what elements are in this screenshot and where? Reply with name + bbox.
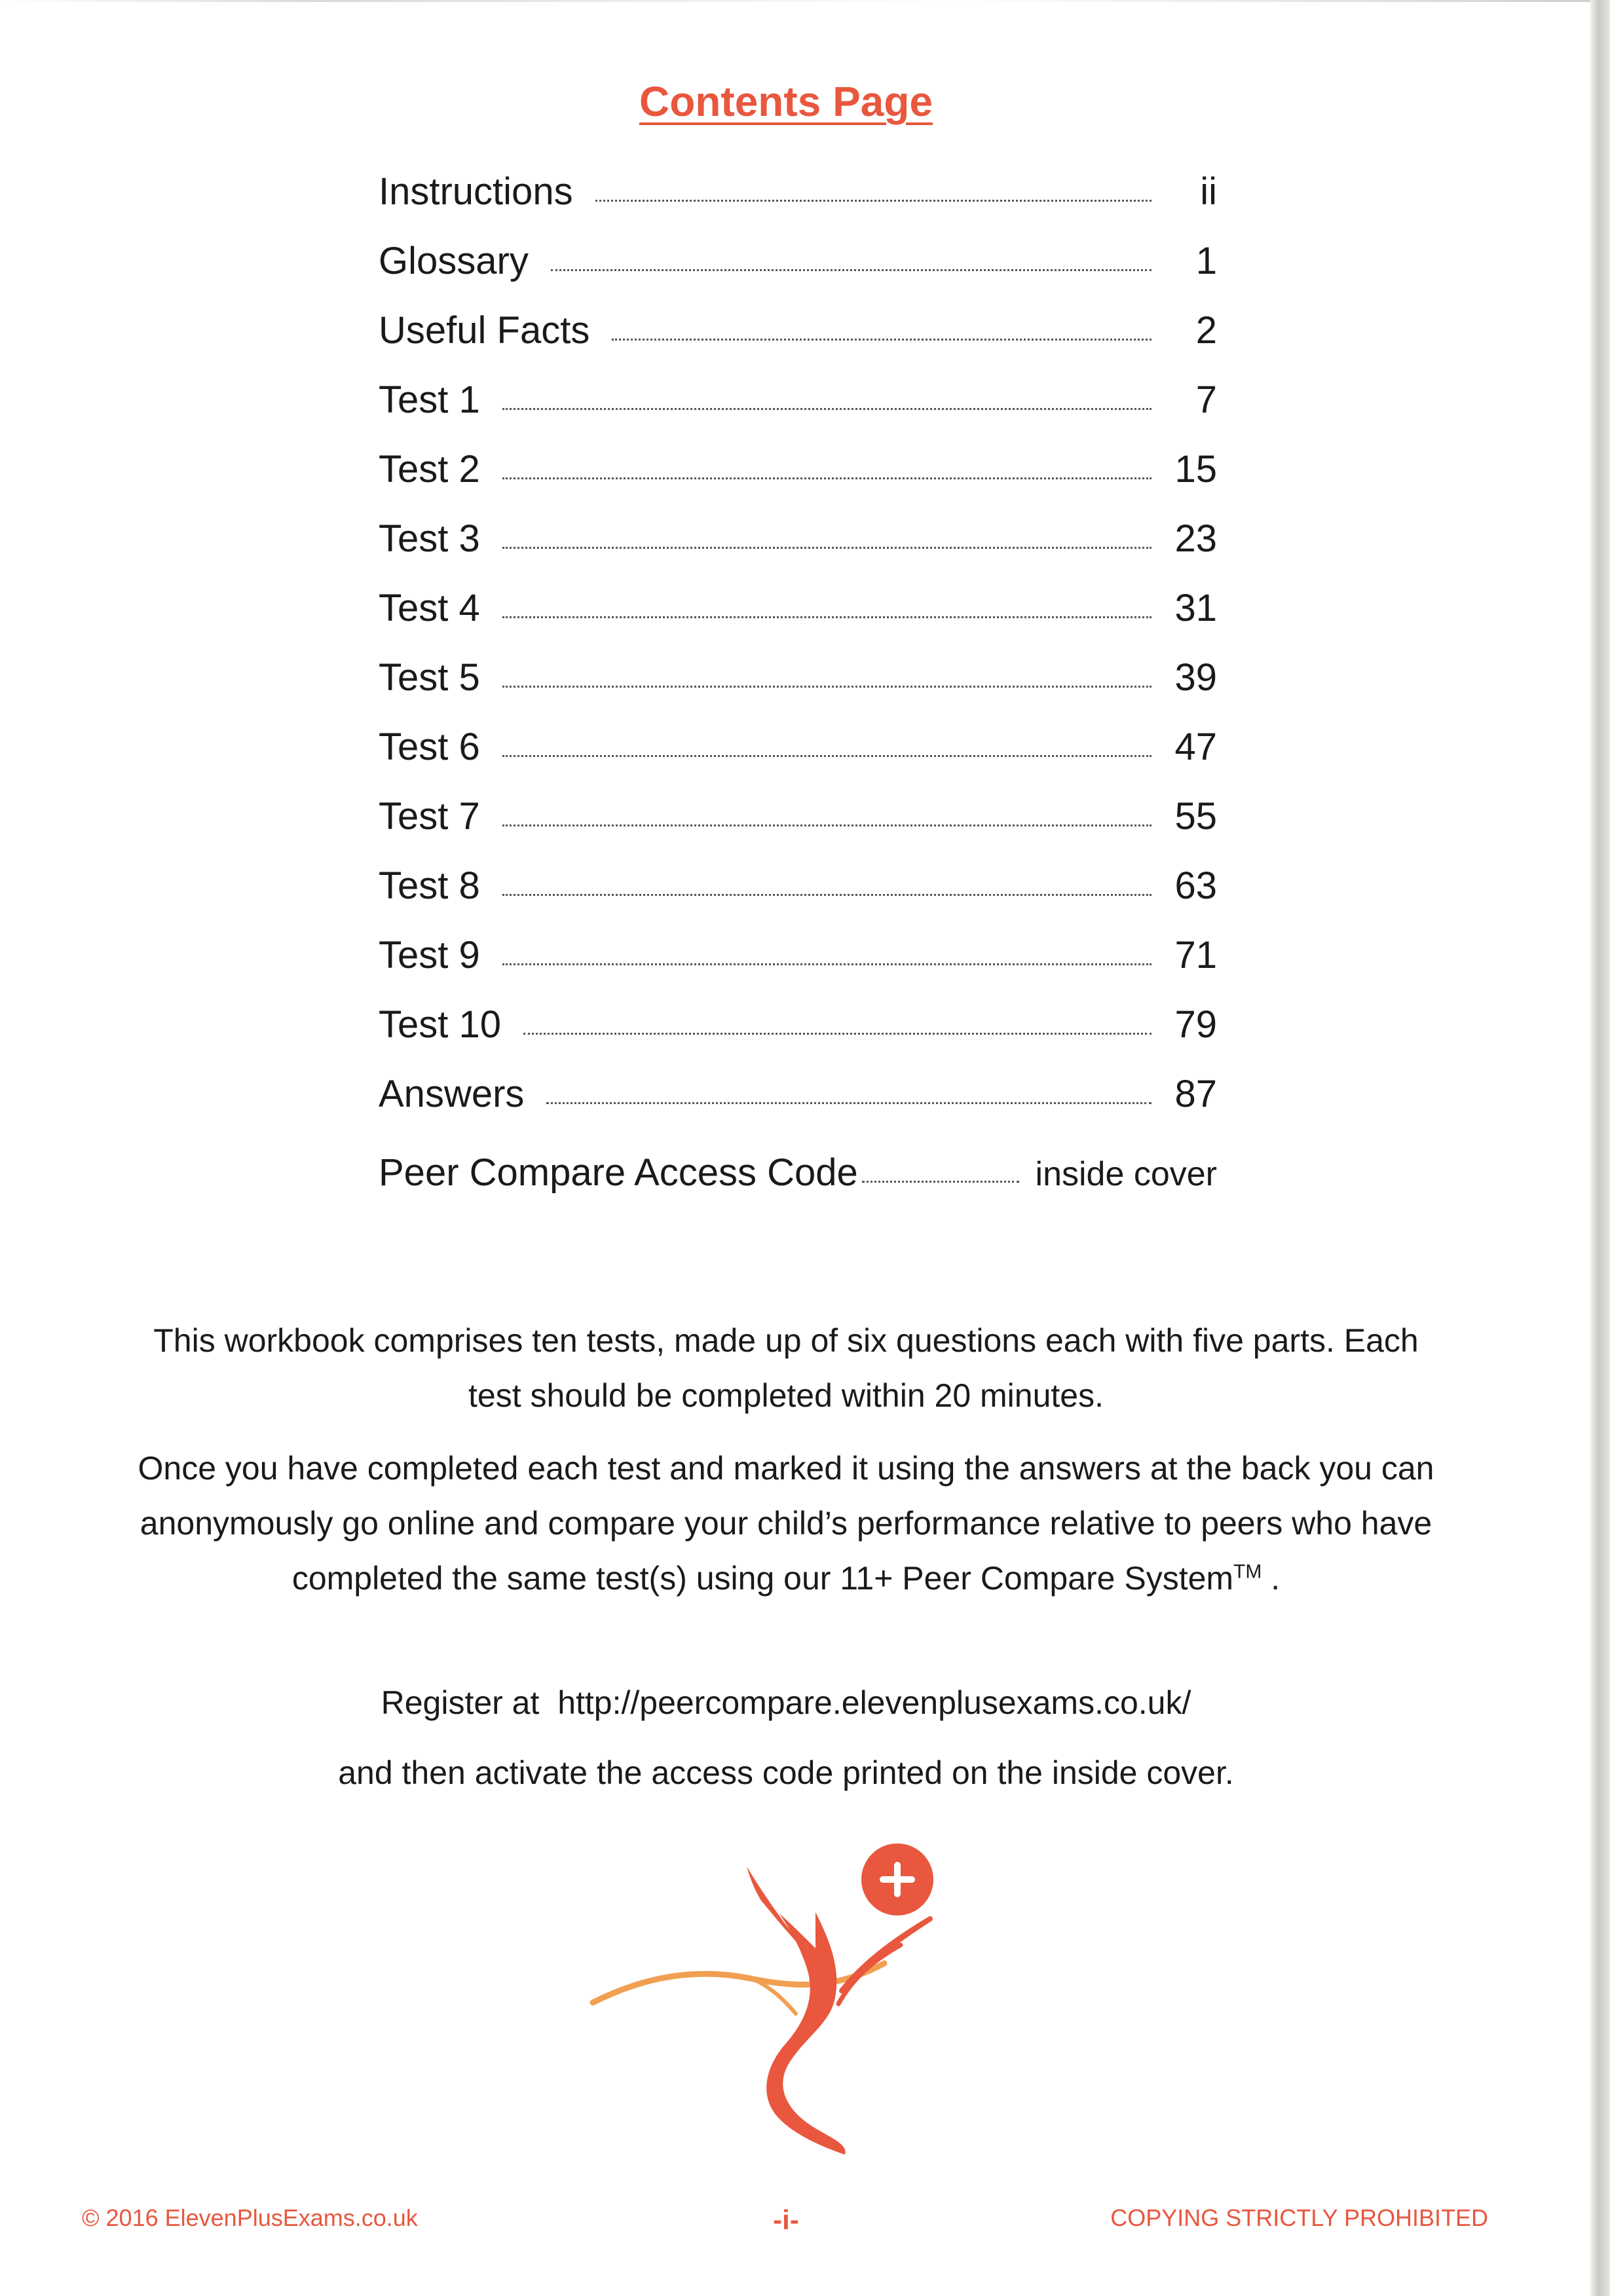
toc-entry-test-7 [379,782,1217,851]
toc-label: Glossary [379,240,529,282]
toc-page-number: 23 [1174,517,1217,560]
toc-dot-leader [551,268,1151,271]
toc-page-number: 71 [1174,934,1217,976]
intro-line: This workbook comprises ten tests, made up of six questions each with five parts. Each [153,1322,1419,1359]
toc-page-number: 1 [1195,240,1217,282]
toc-page-number: 63 [1174,864,1217,907]
toc-page-number: 31 [1174,587,1217,629]
toc-entry-useful-facts [379,296,1217,365]
toc-entry-test-2 [379,435,1217,504]
toc-dot-leader [502,963,1151,965]
toc-label: Test 4 [379,587,480,629]
toc-label: Test 9 [379,934,480,976]
toc-dot-leader [502,477,1151,479]
peer-compare-line: anonymously go online and compare your child’s performance relative to peers who have [140,1505,1432,1542]
toc-dot-leader [502,893,1151,896]
toc-entry-test-3 [379,504,1217,574]
toc-dot-leader [595,199,1151,202]
toc-page-number: 47 [1174,726,1217,768]
toc-page-number: 2 [1195,309,1217,352]
toc-label: Test 6 [379,726,480,768]
toc-label: Test 3 [379,517,480,560]
toc-label: Test 7 [379,795,480,838]
register-label: Register at [381,1684,540,1721]
toc-dot-leader [612,338,1151,341]
toc-dot-leader [546,1102,1151,1104]
intro-line: test should be completed within 20 minutes. [468,1377,1104,1414]
toc-entry-test-8 [379,851,1217,921]
copying-prohibited-notice: COPYING STRICTLY PROHIBITED [1110,2204,1488,2231]
toc-dot-leader [502,546,1151,549]
toc-label: Instructions [379,170,573,213]
toc-page-number: 55 [1174,795,1217,838]
peer-compare-paragraph [0,1441,1572,1606]
toc-label: Test 8 [379,864,480,907]
peer-compare-line-end: . [1271,1560,1281,1597]
table-of-contents [379,157,1217,1208]
toc-label: Peer Compare Access Code [379,1151,858,1194]
peer-compare-line: Once you have completed each test and marked it using the answers at the back you can [138,1450,1434,1487]
toc-entry-test-6 [379,713,1217,782]
toc-label: Test 5 [379,656,480,699]
toc-label: Test 10 [379,1003,501,1046]
logo-figure-body [766,1912,845,2155]
toc-page-number: 39 [1174,656,1217,699]
toc-entry-answers [379,1060,1217,1129]
toc-page-number: 87 [1174,1073,1217,1115]
toc-entry-access-code [379,1138,1217,1208]
toc-entry-test-10 [379,990,1217,1060]
toc-entry-test-4 [379,574,1217,643]
toc-entry-test-5 [379,643,1217,713]
toc-label: Test 2 [379,448,480,491]
peer-compare-line-text: completed the same test(s) using our 11+ Peer Compare System [291,1560,1234,1597]
toc-dot-leader [502,407,1151,410]
toc-page-number: inside cover [1035,1155,1217,1193]
logo-figure-arm-right-2 [838,1945,901,2004]
register-line [0,1675,1572,1730]
page-title: Contents Page [639,78,933,125]
toc-page-number: 15 [1174,448,1217,491]
scan-page-edge [1590,0,1610,2296]
toc-page-number: 7 [1195,379,1217,421]
toc-page-number: ii [1200,170,1217,213]
toc-dot-leader [502,824,1151,826]
trademark-mark: TM [1233,1561,1262,1583]
toc-dot-leader [502,685,1151,688]
peer-compare-line [0,1551,1572,1606]
register-url-link[interactable]: http://peercompare.elevenplusexams.co.uk/ [557,1684,1191,1721]
activate-instruction: and then activate the access code printed on the inside cover. [338,1754,1234,1791]
toc-entry-test-9 [379,921,1217,990]
toc-label: Useful Facts [379,309,590,352]
toc-entry-instructions [379,157,1217,227]
eleven-plus-exams-logo [590,1840,956,2181]
copyright-notice: © 2016 ElevenPlusExams.co.uk [82,2204,418,2231]
toc-dot-leader [502,754,1151,757]
scan-top-edge [0,0,1590,2]
page-number: -i- [773,2204,799,2235]
toc-dot-leader [502,616,1151,618]
intro-paragraph [0,1313,1572,1423]
toc-dot-leader [862,1180,1019,1183]
toc-dot-leader [523,1032,1151,1035]
toc-entry-test-1 [379,365,1217,435]
toc-entry-glossary [379,227,1217,296]
toc-label: Answers [379,1073,525,1115]
toc-label: Test 1 [379,379,480,421]
toc-page-number: 79 [1174,1003,1217,1046]
